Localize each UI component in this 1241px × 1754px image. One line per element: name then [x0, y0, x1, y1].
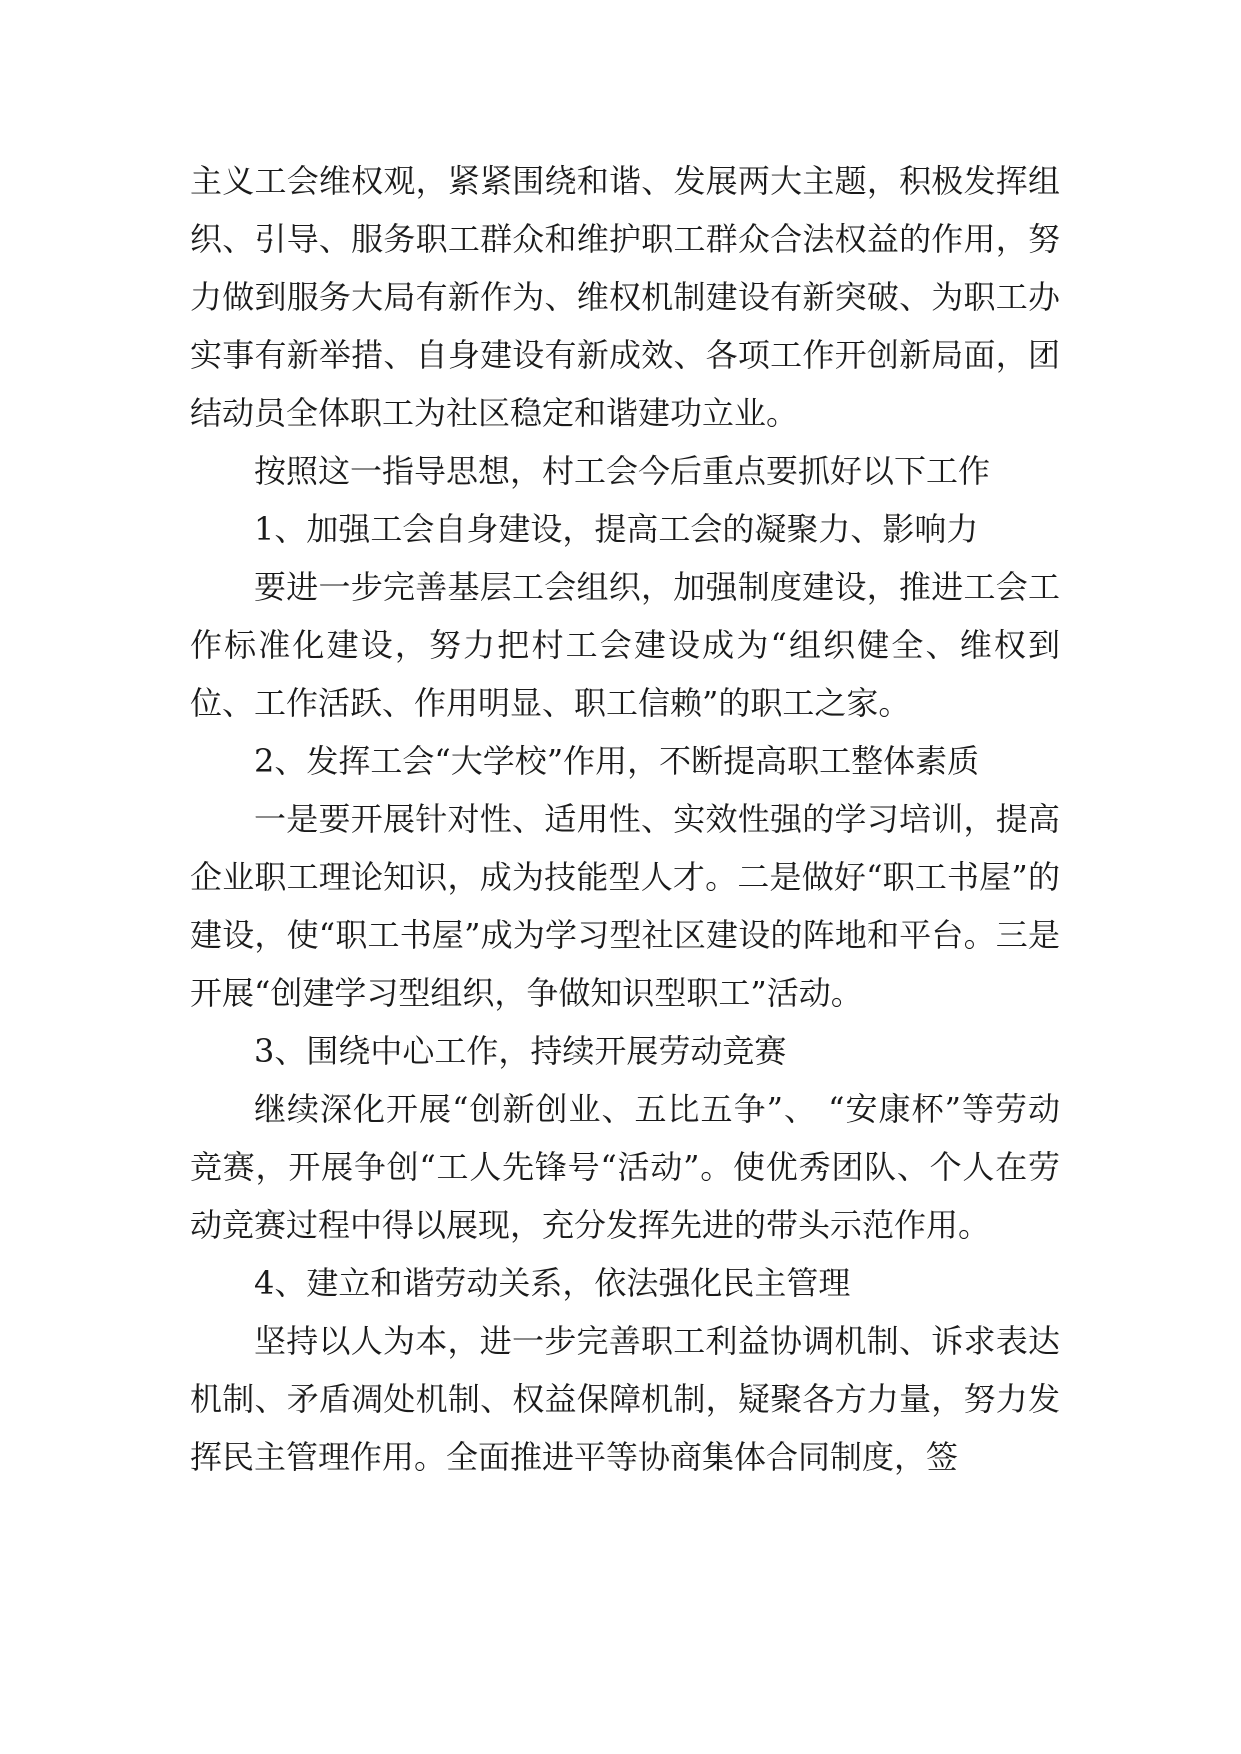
- paragraph-section-1: 要进一步完善基层工会组织，加强制度建设，推进工会工作标准化建设，努力把村工会建设成为“组织健全、维权到位、工作活跃、作用明显、职工信赖”的职工之家。: [190, 568, 1060, 722]
- paragraph-continuation: 主义工会维权观，紧紧围绕和谐、发展两大主题，积极发挥组织、引导、服务职工群众和维护职工群众合法权益的作用，努力做到服务大局有新作为、维权机制建设有新突破、为职工办实事有新举措、自身建设有新成效、各项工作开创新局面，团结动员全体职工为社区稳定和谐建功立业。: [190, 162, 1060, 432]
- paragraph-section-2: 一是要开展针对性、适用性、实效性强的学习培训，提高企业职工理论知识，成为技能型人才。二是做好“职工书屋”的建设，使“职工书屋”成为学习型社区建设的阵地和平台。三是开展“创建学习型组织，争做知识型职工”活动。: [190, 800, 1060, 1012]
- paragraph-section-4: 坚持以人为本，进一步完善职工利益协调机制、诉求表达机制、矛盾凋处机制、权益保障机制，疑聚各方力量，努力发挥民主管理作用。全面推进平等协商集体合同制度，签: [190, 1322, 1060, 1476]
- section-heading-4: 4、建立和谐劳动关系，依法强化民主管理: [254, 1264, 851, 1302]
- section-heading-3: 3、围绕中心工作，持续开展劳动竞赛: [254, 1032, 787, 1070]
- paragraph-intro: 按照这一指导思想，村工会今后重点要抓好以下工作: [254, 452, 991, 490]
- section-heading-1: 1、加强工会自身建设，提高工会的凝聚力、影响力: [254, 510, 979, 548]
- section-heading-2: 2、发挥工会“大学校”作用，不断提高职工整体素质: [254, 742, 980, 780]
- document-body: [190, 152, 1060, 1486]
- paragraph-section-3: 继续深化开展“创新创业、五比五争”、 “安康杯”等劳动竞赛，开展争创“工人先锋号“活动”。使优秀团队、个人在劳动竞赛过程中得以展现，充分发挥先进的带头示范作用。: [190, 1090, 1060, 1244]
